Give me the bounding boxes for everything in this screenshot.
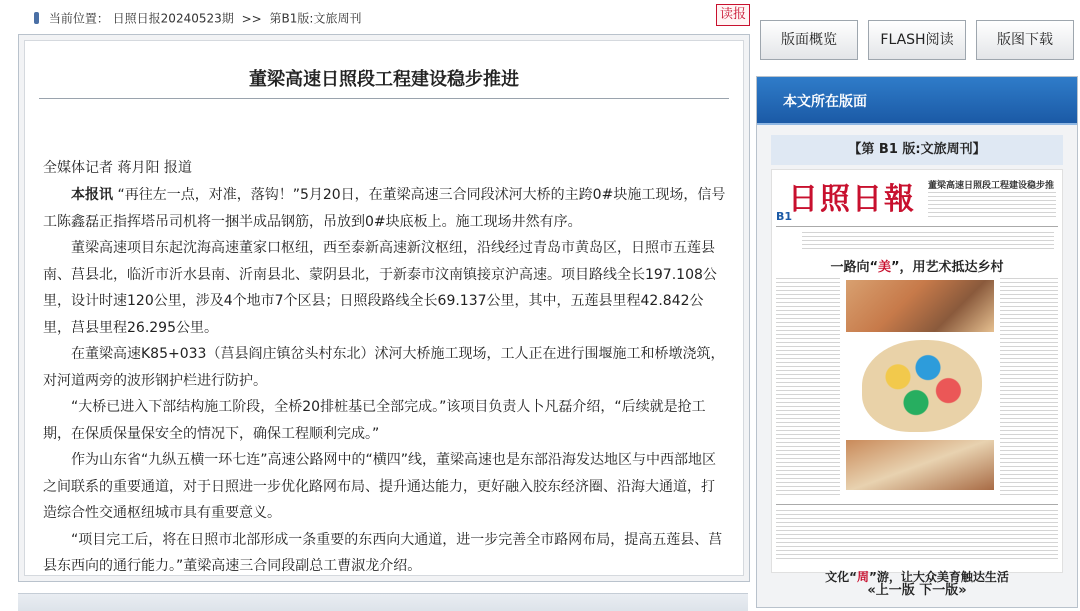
thumbnail-rule	[776, 226, 1058, 227]
breadcrumb-issue-link[interactable]: 日照日报20240523期	[112, 11, 234, 26]
page-navigation	[757, 579, 1077, 598]
next-page-link[interactable]: 下一版»	[919, 583, 967, 598]
article-byline: 全媒体记者 蒋月阳 报道	[43, 160, 192, 176]
thumbnail-text-block	[802, 232, 1054, 250]
read-newspaper-button[interactable]: 读报	[716, 4, 750, 26]
thumbnail-text-column	[1000, 278, 1058, 498]
article-title: 董梁高速日照段工程建设稳步推进	[249, 69, 519, 90]
side-panel-header	[757, 77, 1077, 125]
article-content[interactable]	[24, 40, 744, 576]
thumbnail-rule	[776, 504, 1058, 505]
article-paragraph: “大桥已进入下部结构施工阶段，全桥20排桩基已全部完成。”该项目负责人卜凡磊介绍，“后续就是抢工期，在保质保量保安全的情况下，确保工程顺利完成。”	[43, 399, 706, 442]
flash-reading-button[interactable]: FLASH阅读	[868, 20, 966, 60]
article-paragraph: 本报讯 “再往左一点，对准，落钩！”5月20日，在董梁高速三合同段沭河大桥的主跨0#块施工现场，信号工陈鑫磊正指挥塔吊司机将一捆半成品钢筋，吊放到0#块底板上。施工现场井然有序。	[43, 187, 726, 230]
article-panel	[18, 34, 750, 582]
lead-tag: 本报讯	[71, 187, 113, 203]
breadcrumb	[34, 6, 746, 30]
page-thumbnail-panel	[756, 76, 1078, 608]
article-paragraph: 作为山东省“九纵五横一环七连”高速公路网中的“横四”线，董梁高速也是东部沿海发达地区与中西部地区之间联系的重要通道，对于日照进一步优化路网布局、提升通达能力，更好融入胶东经济圈、沿海大通道，打造综合性交通枢纽城市具有重要意义。	[43, 452, 717, 521]
edition-label: 【第 B1 版:文旅周刊】	[771, 135, 1063, 165]
thumbnail-headline-culture[interactable]: 文化“周”游，让大众美育触达生活	[825, 570, 1009, 584]
article-paragraph: 在董梁高速K85+033（莒县阎庄镇岔头村东北）沭河大桥施工现场，工人正在进行围堰施工和桥墩浇筑，对河道两旁的波形钢护栏进行防护。	[43, 346, 725, 389]
palette-illustration	[862, 340, 982, 432]
thumbnail-text-block	[928, 192, 1056, 218]
article-paragraph: “项目完工后，将在日照市北部形成一条重要的东西向大通道，进一步完善全市路网布局，提高五莲县、莒县东西向的通行能力。”董梁高速三合同段副总工曹淑龙介绍。	[43, 531, 723, 574]
article-body	[43, 182, 727, 580]
location-pin-icon	[34, 12, 39, 24]
previous-page-link[interactable]: «上一版	[867, 583, 915, 598]
thumbnail-headline-art[interactable]: 一路向“美”，用艺术抵达乡村	[830, 260, 1004, 275]
breadcrumb-prefix: 当前位置：	[48, 11, 109, 26]
breadcrumb-page-link[interactable]: 第B1版:文旅周刊	[269, 11, 362, 26]
thumbnail-text-block	[776, 510, 1058, 562]
side-panel-title: 本文所在版面	[783, 94, 867, 110]
related-articles-bar	[18, 593, 748, 611]
thumbnail-photo	[846, 280, 994, 332]
thumbnail-top-headline[interactable]: 董梁高速日照段工程建设稳步推	[928, 181, 1055, 191]
page-download-button[interactable]: 版图下载	[976, 20, 1074, 60]
masthead-logo: 日照日報	[788, 182, 916, 217]
article-paragraph: 董梁高速项目东起沈海高速董家口枢纽，西至泰新高速新汶枢纽，沿线经过青岛市黄岛区，日照市五莲县南、莒县北，临沂市沂水县南、沂南县北、蒙阴县北，于新泰市汶南镇接京沪高速。项目路线全长197.108公里，设计时速120公里，涉及4个地市7个区县；日照段路线全长69.137公里，其中，五莲县里程42.842公里，莒县里程26.295公里。	[43, 240, 717, 336]
thumbnail-page-code: B1	[776, 210, 793, 223]
thumbnail-photo	[846, 440, 994, 490]
thumbnail-text-column	[776, 278, 840, 498]
page-overview-button[interactable]: 版面概览	[760, 20, 858, 60]
breadcrumb-separator: >>	[241, 11, 262, 26]
title-divider	[39, 98, 729, 99]
page-thumbnail[interactable]	[771, 169, 1063, 584]
